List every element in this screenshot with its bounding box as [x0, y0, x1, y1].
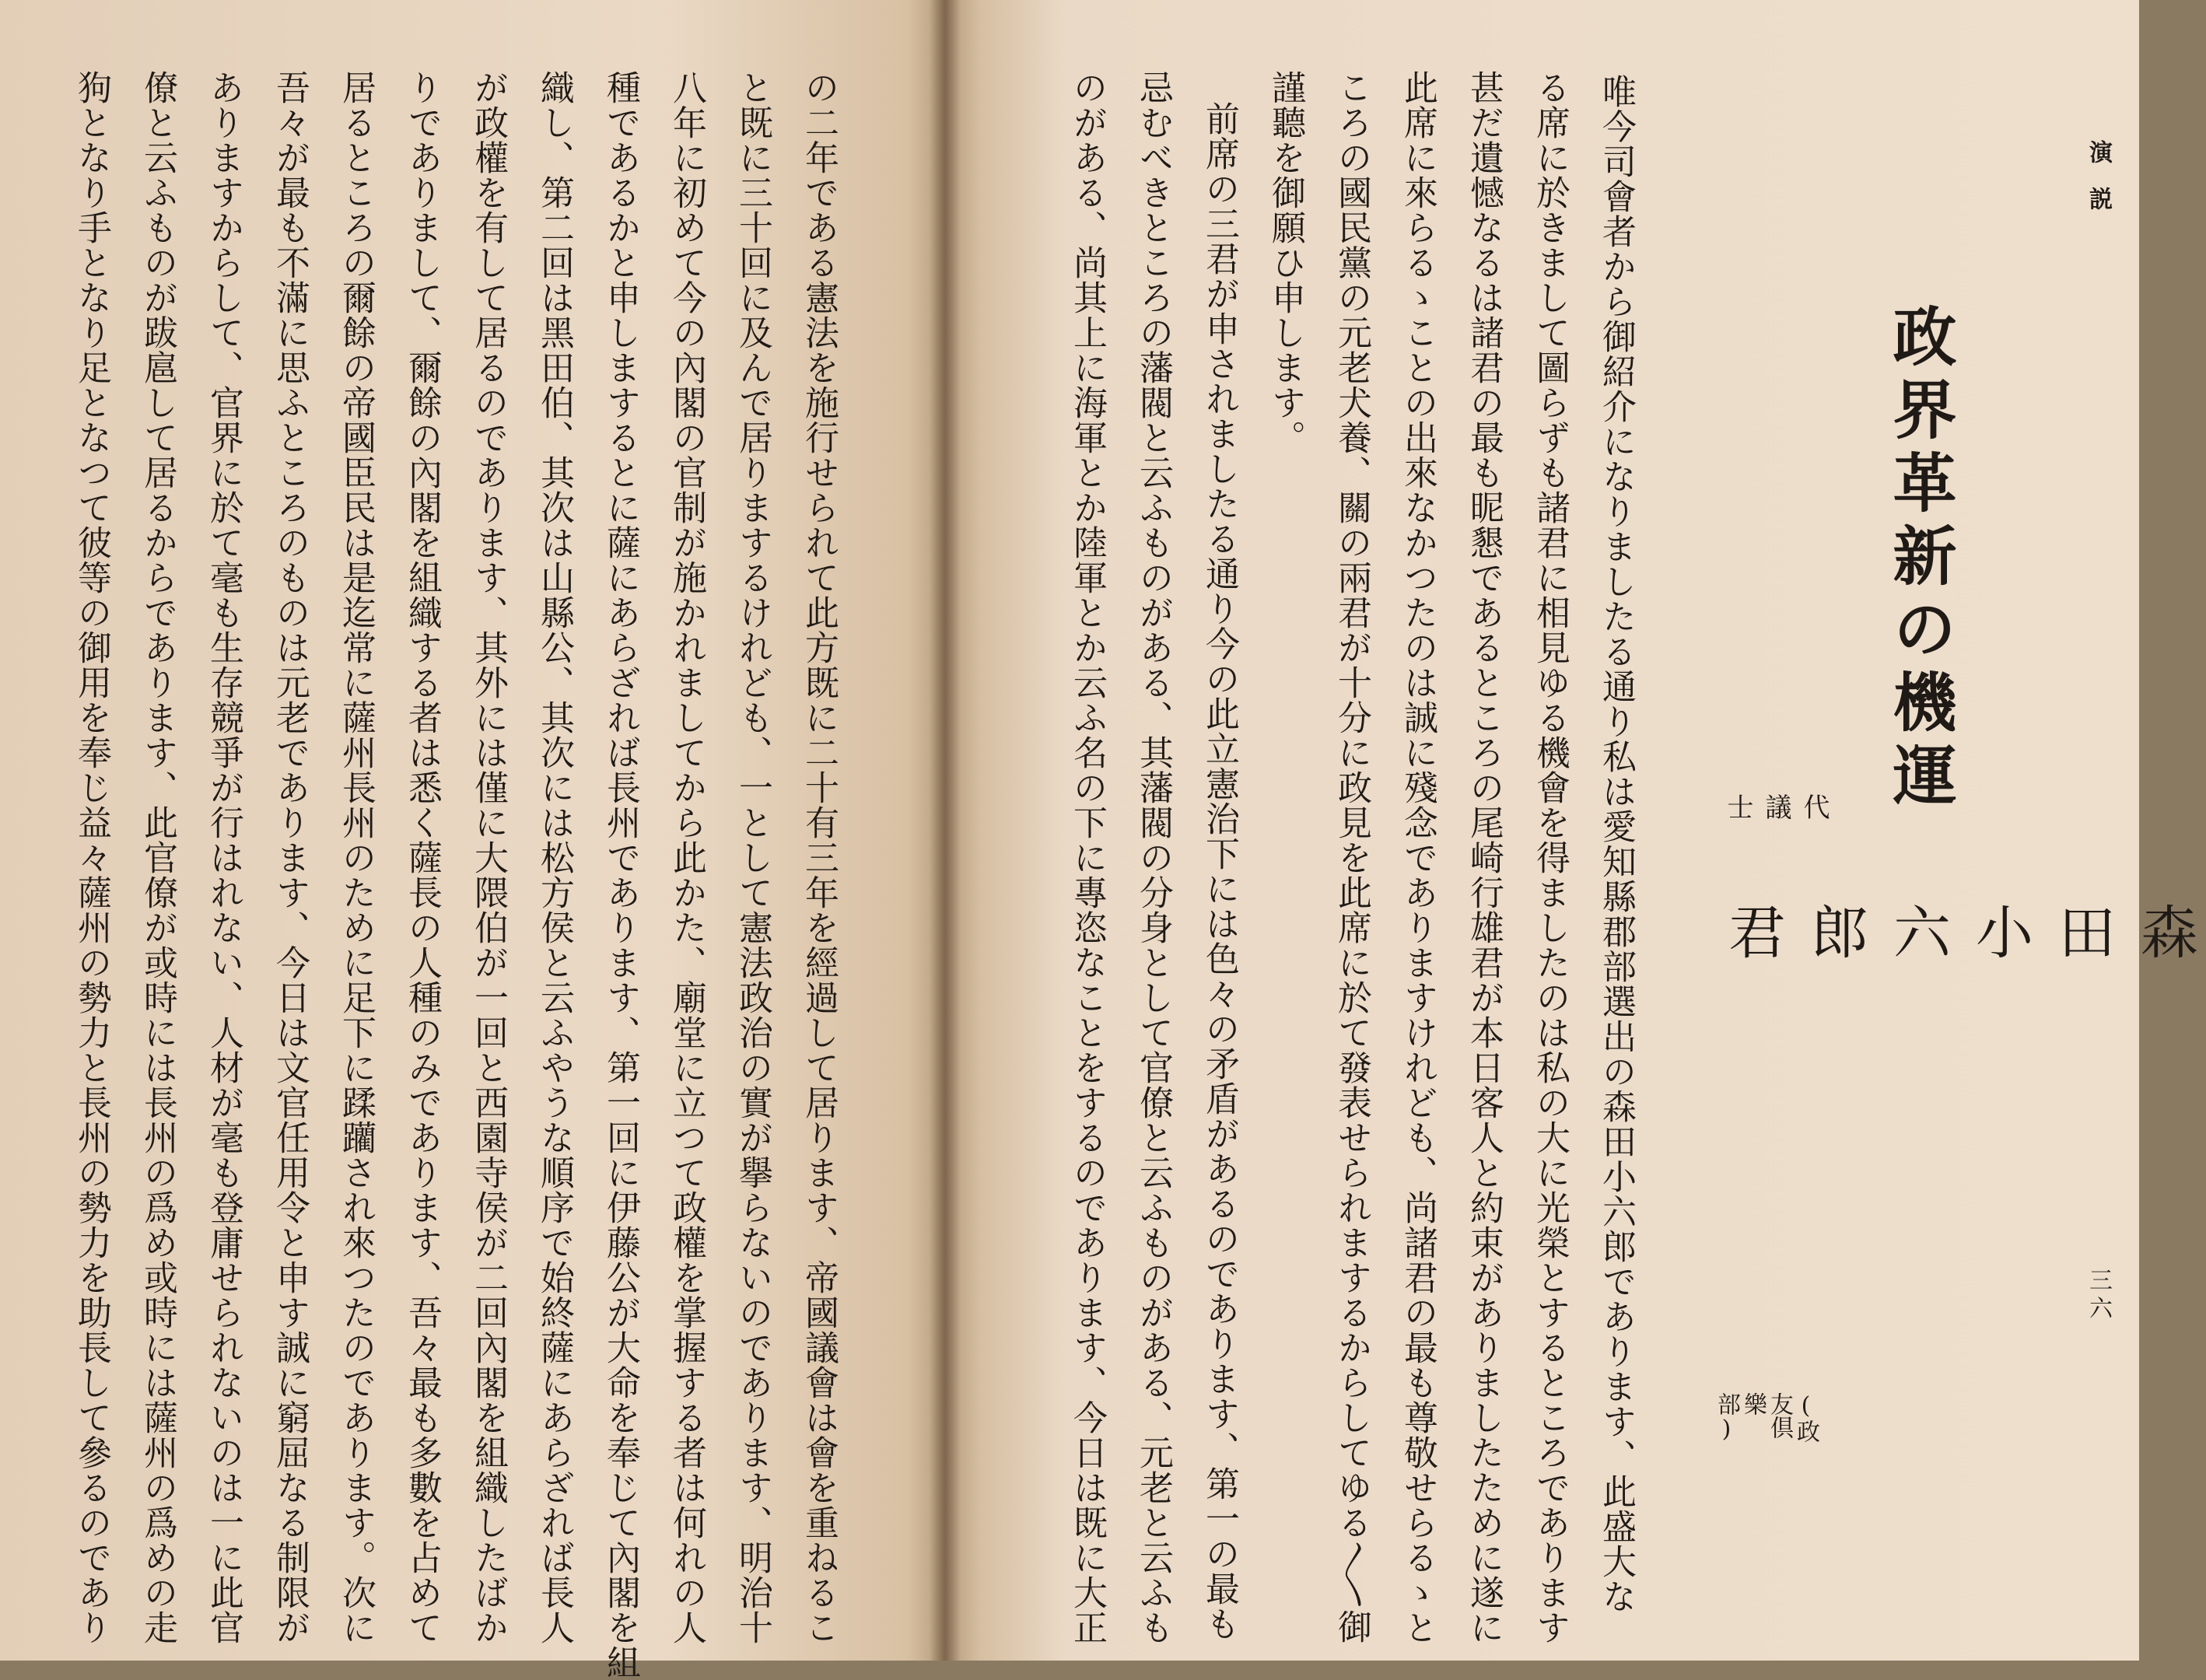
left-text-column: 狗となり手となり足となつて彼等の御用を奉じ益々薩州の勢力と長州の勢力を助長して參るのであり: [72, 70, 111, 1645]
left-text-column: 種であるかと申しまするとに薩にあらざれば長州であります、第一回に伊藤公が大命を奉じて內閣を組: [601, 70, 640, 1680]
left-text-column: 織し、第二回は黑田伯、其次は山縣公、其次には松方侯と云ふやうな順序で始終薩にあらざれば長人: [534, 70, 574, 1645]
page-number: 三六: [2085, 1268, 2112, 1324]
left-text-column: ありますからして、官界に於て毫も生存競爭が行はれない、人材が毫も登庸せられないのは一に此官: [204, 70, 243, 1645]
right-text-column: る席に於きまして圖らずも諸君に相見ゆる機會を得ましたのは私の大に光榮とするところであります: [1530, 70, 1570, 1645]
left-text-column: 僚と云ふものが跋扈して居るからであります、此官僚が或時には長州の爲め或時には薩州の爲めの走: [138, 70, 177, 1645]
right-text-column: 唯今司會者から御紹介になりましたる通り私は愛知縣郡部選出の森田小六郎であります、此盛大な: [1596, 74, 1636, 1614]
left-text-column: と既に三十回に及んで居りまするけれども、一として憲法政治の實が擧らないのであります、明治十: [733, 70, 772, 1645]
book-gutter: [930, 0, 961, 1661]
article-title: 政界革新の機運: [1882, 303, 1957, 815]
right-text-column: 甚だ遺憾なるは諸君の最も昵懇であるところの尾崎行雄君が本日客人と約束がありましたために遂に: [1464, 70, 1504, 1645]
left-text-column: の二年である憲法を施行せられて此方既に二十有三年を經過して居ります、帝國議會は會を重ねるこ: [799, 70, 839, 1645]
right-text-column: 此席に來らるゝことの出來なかつたのは誠に殘念でありますけれども、尚諸君の最も尊敬せらるゝと: [1398, 70, 1437, 1645]
left-page: [0, 0, 945, 1680]
right-text-column: 忌むべきところの藩閥と云ふものがある、其藩閥の分身として官僚と云ふものがある、元老と云ふも: [1133, 70, 1173, 1645]
left-text-column: りでありまして、爾餘の內閣を組織する者は悉く薩長の人種のみであります、吾々最も多數を占めて: [402, 70, 442, 1645]
left-text-column: 吾々が最も不滿に思ふところのものは元老であります、今日は文官任用令と申す誠に窮屈なる制限が: [270, 70, 310, 1645]
left-text-column: が政權を有して居るのであります、其外には僅に大隈伯が一回と西園寺侯が二回內閣を組織したばか: [468, 70, 508, 1645]
right-text-column: 謹聽を御願ひ申します。: [1266, 70, 1305, 455]
right-text-column: 前席の三君が申されましたる通り今の此立憲治下には色々の矛盾があるのであります、第一の最も: [1199, 101, 1239, 1641]
left-text-column: 居るところの爾餘の帝國臣民は是迄常に薩州長州のために足下に蹂躪され來つたのであります。次に: [336, 70, 376, 1645]
author-role: 代議士: [1722, 793, 1830, 823]
author-name: 森田小六郎君: [1719, 902, 2198, 989]
section-label: 演説: [2085, 140, 2112, 233]
left-text-column: 八年に初めて今の內閣の官制が施かれましてから此かた、廟堂に立つて政權を掌握する者は何れの人: [667, 70, 706, 1645]
right-text-column: ころの國民黨の元老犬養、關の兩君が十分に政見を此席に於て發表せられまするからしてゆる〳〵御: [1332, 70, 1371, 1644]
author-affiliation: (政友倶樂部): [1713, 1392, 1819, 1443]
right-text-column: のがある、尚其上に海軍とか陸軍とか云ふ名の下に專恣なことをするのであります、今日は既に大正: [1067, 70, 1107, 1645]
